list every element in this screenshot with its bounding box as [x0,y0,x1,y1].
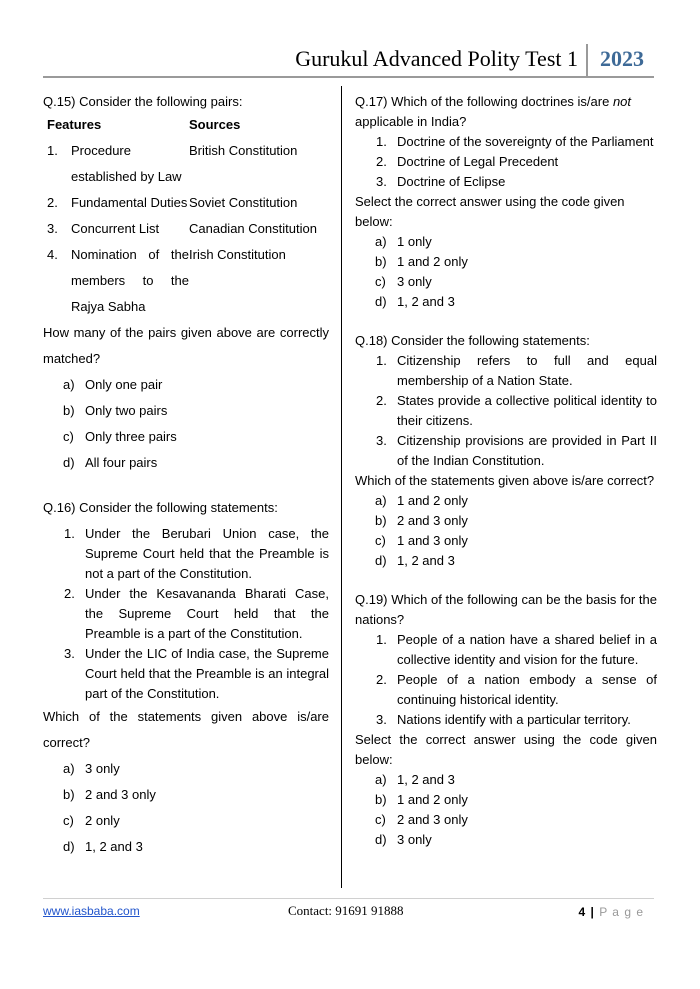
page-label: P a g e [599,905,644,919]
pairs-table [47,112,317,320]
option-text: 2 only [85,813,120,828]
option-d[interactable] [355,830,657,850]
option-text: 1 and 3 only [397,533,468,548]
options-list [43,756,329,860]
question-16 [43,498,329,860]
option-text: 2 and 3 only [397,812,468,827]
option-text: 3 only [85,761,120,776]
options-list [355,491,657,571]
statement-text: Doctrine of the sovereignty of the Parliament [397,134,654,149]
options-list [355,232,657,312]
header-rule [43,76,654,78]
option-text: 1, 2 and 3 [397,294,455,309]
page-header [43,44,654,78]
statement-text: Doctrine of Eclipse [397,174,506,189]
question-text: Q.19) Which of the following can be the basis for the nations? [355,592,657,627]
statement [355,670,657,710]
option-text: 2 and 3 only [85,787,156,802]
option-text: 1 and 2 only [397,792,468,807]
statement-number: 1. [376,632,387,647]
statement [355,710,657,730]
option-b[interactable] [43,782,329,808]
page-number [578,905,644,919]
statement [355,391,657,431]
statement-number: 2. [376,154,387,169]
option-text: 1, 2 and 3 [397,553,455,568]
question-emphasis: not [612,94,632,109]
table-header-row [47,112,317,138]
option-c[interactable] [43,808,329,834]
question-prompt: How many of the pairs given above are correctly matched? [43,325,329,366]
statement-number: 3. [64,646,75,661]
statement [355,132,657,152]
statement-text: Citizenship provisions are provided in Part II of the Indian Constitution. [397,433,657,468]
option-text: All four pairs [85,455,158,470]
statement [355,152,657,172]
option-d[interactable] [355,551,657,571]
statements-list [355,351,657,471]
table-row [47,242,317,320]
option-a[interactable] [355,770,657,790]
page-separator: | [590,905,595,919]
question-text: Q.15) Consider the following pairs: [43,94,243,109]
test-title: Gurukul Advanced Polity Test 1 [295,46,578,71]
pair-feature: Fundamental Duties [71,195,188,210]
option-text: 2 and 3 only [397,513,468,528]
statement-text: People of a nation have a shared belief in a collective identity and vision for the future. [397,632,657,667]
statement [355,351,657,391]
footer-rule [43,898,654,899]
options-list [355,770,657,850]
option-text: Only one pair [85,377,163,392]
statement-text: Citizenship refers to full and equal membership of a Nation State. [397,353,657,388]
statement [43,524,329,584]
question-prompt: Select the correct answer using the code given below: [355,194,625,229]
option-label: c) [375,533,386,548]
question-text: Q.18) Consider the following statements: [355,333,590,348]
statements-list [355,630,657,730]
option-b[interactable] [355,511,657,531]
statement-number: 1. [64,526,75,541]
option-label: c) [63,813,74,828]
statement [355,172,657,192]
option-label: b) [375,254,387,269]
statement [355,431,657,471]
pair-feature: Nomination of the members to the Rajya Sabha [71,247,189,314]
statement [43,644,329,704]
option-label: b) [63,787,75,802]
pair-number: 2. [47,195,58,210]
option-text: 3 only [397,832,432,847]
statement-text: People of a nation embody a sense of continuing historical identity. [397,672,657,707]
options-list [43,372,329,476]
option-text: 1 and 2 only [397,254,468,269]
question-text: Q.16) Consider the following statements: [43,500,278,515]
pair-feature: Procedure established by Law [71,143,182,184]
pair-source: British Constitution [189,143,298,158]
option-label: c) [375,274,386,289]
option-label: a) [63,761,75,776]
statement-text: Under the Berubari Union case, the Supreme Court held that the Preamble is not a part of the Constitution. [85,526,329,581]
statement-number: 2. [376,393,387,408]
option-c[interactable] [355,531,657,551]
option-text: Only three pairs [85,429,177,444]
test-year: 2023 [600,46,644,71]
option-label: b) [375,513,387,528]
option-text: 1, 2 and 3 [85,839,143,854]
question-text-end: applicable in India? [355,114,467,129]
contact-info: Contact: 91691 91888 [288,903,404,918]
option-text: 1 and 2 only [397,493,468,508]
pair-number: 3. [47,221,58,236]
question-text-start: Q.17) Which of the following doctrines is/are [355,94,613,109]
statement-number: 2. [376,672,387,687]
question-18 [355,331,657,571]
right-column [355,92,657,850]
option-text: 3 only [397,274,432,289]
option-d[interactable] [43,834,329,860]
features-header: Features [47,117,102,132]
pair-source: Irish Constitution [189,247,286,262]
option-text: 1, 2 and 3 [397,772,455,787]
option-a[interactable] [43,756,329,782]
option-label: a) [375,772,387,787]
option-label: b) [375,792,387,807]
pair-number: 4. [47,247,58,262]
table-row [47,216,317,242]
option-a[interactable] [355,491,657,511]
pair-source: Soviet Constitution [189,195,298,210]
statement-number: 3. [376,433,387,448]
option-label: c) [375,812,386,827]
website-link[interactable]: www.iasbaba.com [43,904,140,918]
option-text: Only two pairs [85,403,168,418]
statement-text: States provide a collective political identity to their citizens. [397,393,657,428]
statement [355,630,657,670]
option-label: d) [375,294,387,309]
option-label: d) [375,553,387,568]
statement-text: Under the Kesavananda Bharati Case, the Supreme Court held that the Preamble is a part of the Constitution. [85,586,329,641]
table-row [47,190,317,216]
option-label: d) [63,839,75,854]
option-c[interactable] [43,424,329,450]
option-label: c) [63,429,74,444]
option-label: a) [63,377,75,392]
option-b[interactable] [355,790,657,810]
pair-feature: Concurrent List [71,221,160,236]
question-prompt: Which of the statements given above is/are correct? [43,709,329,750]
statement-text: Nations identify with a particular territory. [397,712,631,727]
option-b[interactable] [43,398,329,424]
statement [43,584,329,644]
statement-number: 3. [376,712,387,727]
question-17 [355,92,657,312]
option-text: 1 only [397,234,432,249]
option-label: a) [375,493,387,508]
question-15 [43,92,329,476]
option-d[interactable] [355,292,657,312]
option-d[interactable] [43,450,329,476]
question-19 [355,590,657,850]
header-divider [586,44,588,76]
question-text [355,92,657,132]
sources-header: Sources [189,117,241,132]
statement-number: 1. [376,353,387,368]
option-a[interactable] [43,372,329,398]
column-divider [341,86,342,888]
question-prompt: Which of the statements given above is/are correct? [355,473,655,488]
option-label: d) [375,832,387,847]
option-a[interactable] [355,232,657,252]
option-label: a) [375,234,387,249]
option-label: d) [63,455,75,470]
statements-list [43,524,329,704]
left-column [43,92,329,860]
option-c[interactable] [355,810,657,830]
statement-text: Under the LIC of India case, the Supreme Court held that the Preamble is an integral part of the Constitution. [85,646,329,701]
statement-number: 3. [376,174,387,189]
statement-number: 1. [376,134,387,149]
question-prompt: Select the correct answer using the code given below: [355,732,657,767]
option-label: b) [63,403,75,418]
option-b[interactable] [355,252,657,272]
pair-number: 1. [47,143,58,158]
option-c[interactable] [355,272,657,292]
pair-source: Canadian Constitution [189,221,317,236]
statement-number: 2. [64,586,75,601]
statement-text: Doctrine of Legal Precedent [397,154,559,169]
page-number-value: 4 [578,905,587,919]
table-row [47,138,317,190]
statements-list [355,132,657,192]
